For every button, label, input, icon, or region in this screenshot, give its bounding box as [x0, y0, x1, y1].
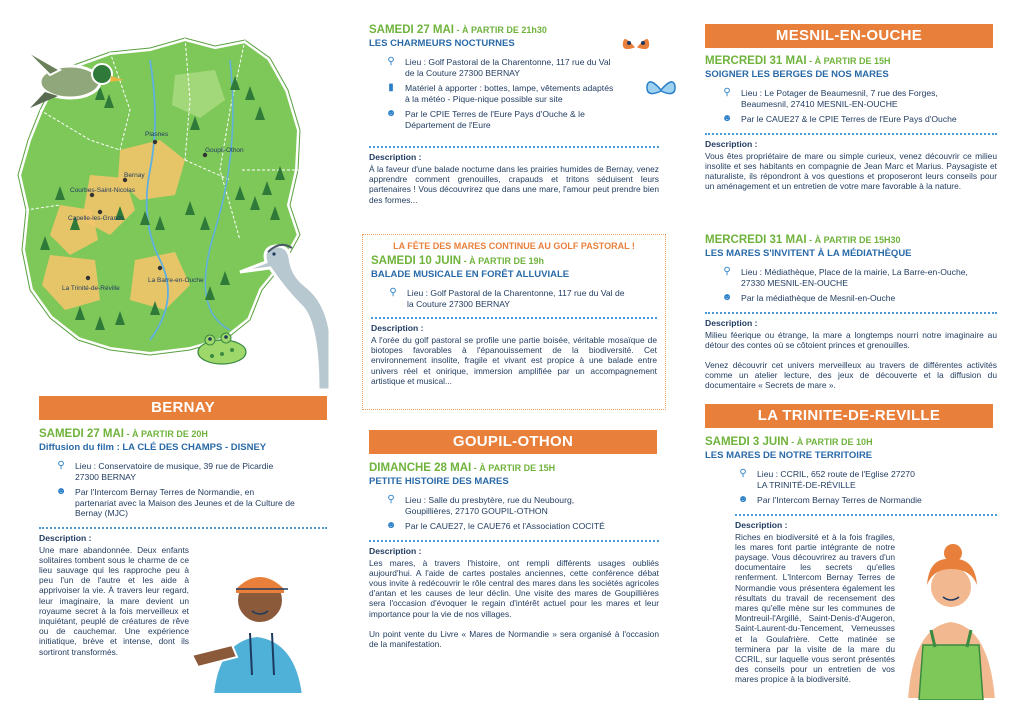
mediatheque-title: LES MARES S'INVITENT À LA MÉDIATHÈQUE: [705, 248, 912, 259]
map-label-plasnes: Plasnes: [145, 131, 169, 138]
location-pin-icon: ⚲: [387, 56, 395, 67]
mediatheque-desc-2: Venez découvrir cet univers merveilleux au travers de différentes activités comme un atelier lecture, des jeux de découverte et la diffusion du documentaire « Secrets de mare ».: [705, 359, 997, 391]
woman-illustration: [901, 535, 1001, 700]
trinite-date: SAMEDI 3 JUIN: [705, 436, 789, 448]
map-label-courbes: Courbes-Saint-Nicolas: [70, 187, 136, 194]
trinite-lieu: Lieu : CCRIL, 652 route de l'Eglise 27270 LA TRINITÉ-DE-RÉVILLE: [757, 469, 915, 490]
butterfly-blue-icon: [644, 76, 678, 104]
goupil-par: Par le CAUE27, le CAUE76 et l'Association COCITÉ: [405, 521, 605, 531]
location-pin-icon: ⚲: [723, 87, 731, 98]
bernay-par: Par l'Intercom Bernay Terres de Normandie, en partenariat avec la Maison des Jeunes et de la Culture de Bernay (MJC): [75, 487, 295, 518]
mediatheque-from: - À PARTIR DE 15H30: [806, 235, 901, 245]
man-illustration: [192, 545, 322, 695]
map-label-trinite: La Trinité-de-Réville: [62, 285, 120, 292]
trinite-title: LES MARES DE NOTRE TERRITOIRE: [705, 450, 873, 461]
bernay-from: - À PARTIR DE 20H: [124, 429, 208, 439]
dotted-divider: [371, 317, 657, 319]
butterfly-orange-icon: [618, 32, 654, 62]
map-label-goupil-othon: Goupil-Othon: [205, 147, 244, 154]
charmeurs-lieu: Lieu : Golf Pastoral de la Charentonne, 117 rue du Val de la Couture 27300 BERNAY: [405, 57, 611, 78]
trinite-banner: LA TRINITE-DE-REVILLE: [705, 404, 993, 428]
bernay-desc: Une mare abandonnée. Deux enfants solitaires tombent sous le charme de ce lieu sauvage qui les rapproche peu à peu l'un de l'autre et les aide à apprivoiser la vie. À travers leur regard, leur imaginaire, la mare devient un royaume secret à la fois merveilleux et inquiétant, peuplé de créatures de rêve ou de cauchemar. Une expérience initiatique, brève et intense, dont ils sortiront transformés.: [39, 544, 189, 657]
golf-head: LA FÊTE DES MARES CONTINUE AU GOLF PASTORAL !: [393, 241, 635, 251]
mesnil-date: MERCREDI 31 MAI: [705, 55, 807, 67]
golf-box: [362, 234, 666, 410]
goupil-from: - À PARTIR DE 15H: [471, 463, 556, 473]
dotted-divider: [39, 527, 327, 529]
mediatheque-event: [705, 234, 997, 391]
golf-from: - À PARTIR DE 19h: [461, 256, 544, 266]
location-pin-icon: ⚲: [723, 266, 731, 277]
mesnil-desc-label: Description :: [705, 138, 758, 149]
mesnil-desc: Vous êtes propriétaire de mare ou simple curieux, venez découvrir ce milieu insolite et ses habitants en compagnie de Jean Marc et Marius. Paysagiste et naturaliste, ils répondront à vos questions et proposeront leurs conseils pour un aménagement et un entretien de votre mare favorable à la nature.: [705, 150, 997, 192]
map-label-barre: La Barre-en-Ouche: [148, 277, 204, 284]
territory-map: [0, 0, 340, 390]
charmeurs-desc: À la faveur d'une balade nocturne dans les prairies humides de Bernay, venez apprendre comment grenouilles, crapauds et tritons séduisent leurs partenaires ! Vous découvrirez que dans une mare, l'amour peut prendre bien des formes...: [369, 164, 659, 205]
golf-lieu: Lieu : Golf Pastoral de la Charentonne, 117 rue du Val de la Couture 27300 BERNAY: [407, 288, 625, 309]
bernay-title: Diffusion du film : LA CLÉ DES CHAMPS - DISNEY: [39, 442, 267, 453]
golf-title: BALADE MUSICALE EN FORÊT ALLUVIALE: [371, 269, 570, 280]
charmeurs-par: Par le CPIE Terres de l'Eure Pays d'Ouche & le Département de l'Eure: [405, 109, 585, 130]
frog-illustration: [198, 333, 246, 364]
goupil-date: DIMANCHE 28 MAI: [369, 462, 472, 474]
golf-date: SAMEDI 10 JUIN: [371, 255, 462, 267]
charmeurs-date: SAMEDI 27 MAI: [369, 24, 454, 36]
mediatheque-desc-label: Description :: [705, 317, 758, 328]
trinite-desc: Riches en biodiversité et à la fois fragiles, les mares font partie intégrante de notre paysage. Vous découvrirez au travers d'un documentaire les secrets qu'elles renferment. L'Intercom Bernay Terres de Normandie vous présentera également les résultats du travail de recensement des mares qu'elle mène sur les communes de Montreuil-l'Argillé, Saint-Denis-d'Augeron, Saint-Laurent-du-Tencement, Verneusses et la Goulafrière. Cette matinée se terminera par la visite de la mare du CCRIL, sur laquelle vous seront présentés des conseils pour un entretien de vos mares propice à la biodiversité.: [735, 531, 895, 685]
bernay-date: SAMEDI 27 MAI: [39, 428, 124, 440]
mesnil-from: - À PARTIR DE 15H: [806, 56, 891, 66]
goupil-desc-label: Description :: [369, 545, 422, 556]
bernay-lieu: Lieu : Conservatoire de musique, 39 rue de Picardie 27300 BERNAY: [75, 461, 274, 482]
mesnil-par: Par le CAUE27 & le CPIE Terres de l'Eure Pays d'Ouche: [741, 114, 957, 124]
mesnil-title: SOIGNER LES BERGES DE NOS MARES: [705, 69, 889, 80]
charmeurs-materiel: Matériel à apporter : bottes, lampe, vêtements adaptés à la météo - Pique-nique possible sur site: [405, 83, 614, 104]
trinite-par: Par l'Intercom Bernay Terres de Normandie: [757, 495, 922, 505]
charmeurs-event: [369, 24, 617, 130]
goupil-banner: GOUPIL-OTHON: [369, 430, 657, 454]
partner-icon: ☻: [737, 494, 749, 505]
dotted-divider: [369, 146, 659, 148]
partner-icon: ☻: [385, 108, 397, 119]
golf-desc: A l'orée du golf pastoral se profile une partie boisée, véritable mosaïque de biotopes favorables à l'épanouissement de la biodiversité. Cet environnement insolite, fragile et vivant est propice à une balade entre univers réel et onirique, immersion amplifiée par un accompagnement artistique et musical...: [371, 335, 657, 386]
middle-column: [360, 0, 670, 725]
location-pin-icon: ⚲: [739, 468, 747, 479]
goupil-desc-2: Un point vente du Livre « Mares de Normandie » sera organisé à l'occasion de la manifestation.: [369, 628, 659, 649]
location-pin-icon: ⚲: [57, 460, 65, 471]
goupil-title: PETITE HISTOIRE DES MARES: [369, 476, 509, 487]
location-pin-icon: ⚲: [387, 494, 395, 505]
bernay-banner: BERNAY: [39, 396, 327, 420]
right-column: [695, 0, 1005, 725]
mediatheque-lieu: Lieu : Médiathèque, Place de la mairie, La Barre-en-Ouche, 27330 MESNIL-EN-OUCHE: [741, 267, 968, 288]
charmeurs-title: LES CHARMEURS NOCTURNES: [369, 38, 515, 49]
goupil-event: [369, 462, 659, 649]
mesnil-banner: MESNIL-EN-OUCHE: [705, 24, 993, 48]
dotted-divider: [705, 133, 997, 135]
partner-icon: ☻: [55, 486, 67, 497]
map-label-bernay: Bernay: [124, 172, 145, 179]
dotted-divider: [369, 540, 659, 542]
trinite-from: - À PARTIR DE 10H: [788, 437, 873, 447]
dotted-divider: [705, 312, 997, 314]
mesnil-lieu: Lieu : Le Potager de Beaumesnil, 7 rue des Forges, Beaumesnil, 27410 MESNIL-EN-OUCHE: [741, 88, 938, 109]
goupil-lieu: Lieu : Salle du presbytère, rue du Neubourg, Goupillières, 27170 GOUPIL-OTHON: [405, 495, 575, 516]
partner-icon: ☻: [385, 520, 397, 531]
location-pin-icon: ⚲: [389, 287, 397, 298]
trinite-desc-label: Description :: [735, 519, 788, 530]
charmeurs-desc-label: Description :: [369, 152, 422, 162]
left-column: [0, 0, 340, 725]
golf-desc-label: Description :: [371, 323, 424, 333]
dotted-divider: [735, 514, 997, 516]
partner-icon: ☻: [721, 292, 733, 303]
partner-icon: ☻: [721, 113, 733, 124]
mediatheque-date: MERCREDI 31 MAI: [705, 234, 807, 246]
charmeurs-description: [369, 146, 659, 205]
mesnil-event: [705, 55, 997, 191]
map-label-capelle: Capelle-les-Grands: [68, 215, 124, 222]
mediatheque-desc: Milieu féerique ou étrange, la mare a longtemps nourri notre imaginaire au détour des contes où se côtoient princes et grenouilles.: [705, 329, 997, 350]
mediatheque-par: Par la médiathèque de Mesnil-en-Ouche: [741, 293, 896, 303]
charmeurs-from: - À PARTIR DE 21h30: [454, 25, 547, 35]
goupil-desc: Les mares, à travers l'histoire, ont rempli différents usages oubliés aujourd'hui. A l'aide de cartes postales anciennes, cette conférence débat vous invite à redécouvrir le rôle central des mares dans les sociétés agricoles d'antan et les causes de leur déclin. Une visite des mares de Goupillières sera l'occasion d'évoquer le regain d'intérêt actuel pour les mares et leur importance pour la vie de nos villages.: [369, 557, 659, 619]
bernay-desc-label: Description :: [39, 532, 92, 543]
equipment-icon: ▮: [388, 82, 394, 93]
